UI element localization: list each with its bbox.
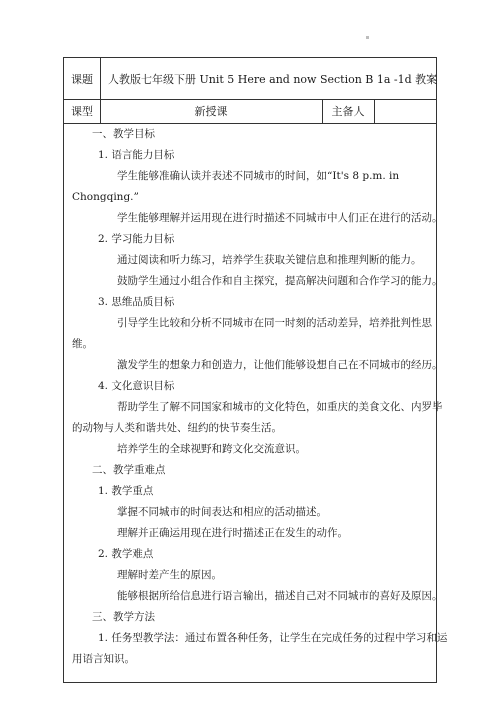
page-corner-mark [366, 36, 369, 39]
content-line: 3. 思维品质目标 [98, 296, 175, 308]
content-line: 掌握不同城市的时间表达和相应的活动描述。 [117, 506, 327, 518]
content-line: 维。 [72, 338, 93, 350]
content-line: 帮助学生了解不同国家和城市的文化特色，如重庆的美食文化、内罗毕 [117, 401, 443, 413]
content-line: 学生能够理解并运用现在进行时描述不同城市中人们正在进行的活动。 [117, 212, 443, 224]
title-label: 课题 [64, 58, 101, 99]
content-line: 激发学生的想象力和创造力，让他们能够设想自己在不同城市的经历。 [117, 359, 443, 371]
lesson-title: 人教版七年级下册 Unit 5 Here and now Section B 1a -1d 教案 [108, 72, 438, 86]
content-line: 2. 教学难点 [98, 548, 154, 560]
preparer-value [375, 99, 436, 123]
content-line: 2. 学习能力目标 [98, 233, 175, 245]
type-row [64, 99, 436, 124]
content-line: 1. 教学重点 [98, 485, 154, 497]
content-line: 用语言知识。 [72, 653, 135, 665]
content-line: 理解并正确运用现在进行时描述正在发生的动作。 [117, 527, 348, 539]
content-line: 4. 文化意识目标 [98, 380, 175, 392]
content-line: 理解时差产生的原因。 [117, 569, 222, 581]
content-line: 能够根据所给信息进行语言输出，描述自己对不同城市的喜好及原因。 [117, 590, 443, 602]
content-line: 1. 任务型教学法：通过布置各种任务，让学生在完成任务的过程中学习和运 [98, 632, 448, 644]
content-line: 的动物与人类和谐共处、纽约的快节奏生活。 [72, 422, 282, 434]
content-line: 三、教学方法 [92, 611, 155, 623]
content-line: 通过阅读和听力练习，培养学生获取关键信息和推理判断的能力。 [117, 254, 422, 266]
preparer-label: 主备人 [322, 99, 375, 123]
content-line: Chongqing.” [72, 191, 139, 203]
type-label: 课型 [64, 99, 101, 123]
content-line: 1. 语言能力目标 [98, 149, 175, 161]
title-row [64, 58, 436, 100]
content-line: 培养学生的全球视野和跨文化交流意识。 [117, 443, 306, 455]
lesson-content [72, 124, 448, 670]
content-line: 一、教学目标 [92, 128, 155, 140]
content-line: 二、教学重难点 [92, 464, 166, 476]
content-line: 引导学生比较和分析不同城市在同一时刻的活动差异，培养批判性思 [117, 317, 432, 329]
lesson-type: 新授课 [100, 99, 323, 123]
content-line: 学生能够准确认读并表述不同城市的时间，如“It's 8 p.m. in [117, 170, 400, 182]
content-line: 鼓励学生通过小组合作和自主探究，提高解决问题和合作学习的能力。 [117, 275, 443, 287]
lesson-plan-table [63, 57, 448, 683]
